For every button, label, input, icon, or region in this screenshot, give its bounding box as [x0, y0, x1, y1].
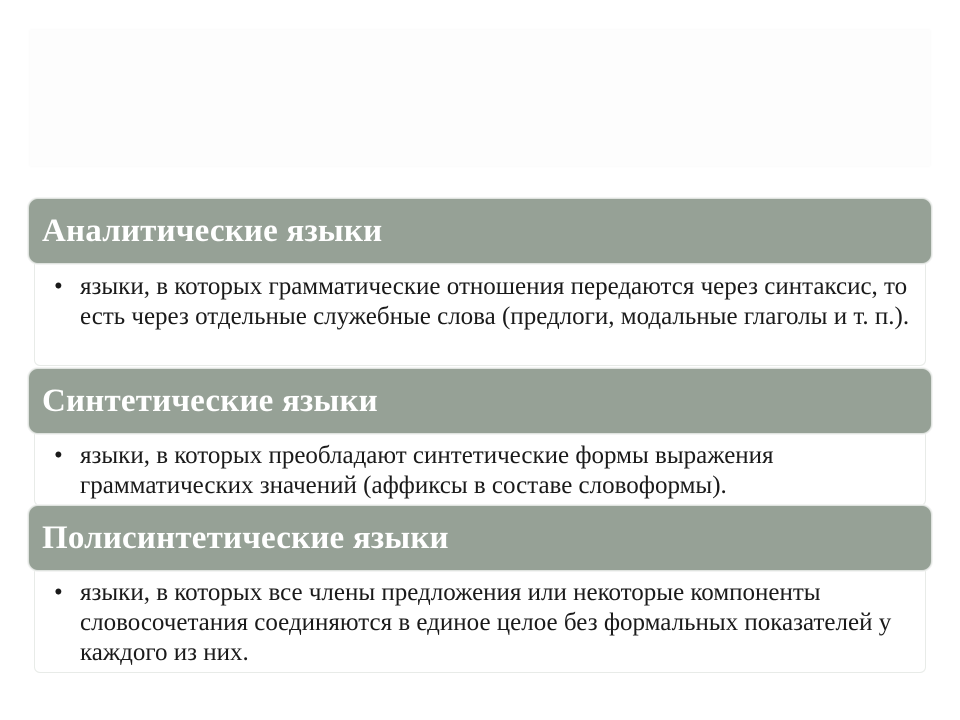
section-heading: Аналитические языки: [42, 212, 383, 249]
bullet-marker: •: [54, 442, 63, 469]
title-placeholder: [30, 30, 930, 166]
section-description: языки, в которых все члены предложения или некоторые компоненты словосочетания соединяются в единое целое без формальных показателей у каждого из них.: [80, 579, 892, 666]
bullet-marker: •: [54, 273, 63, 300]
section-header-analytic: [28, 198, 932, 264]
section-heading: Полисинтетические языки: [42, 519, 449, 556]
section-heading: Синтетические языки: [42, 382, 378, 419]
section-header-synthetic: [28, 368, 932, 434]
section-description: языки, в которых грамматические отношения передаются через синтаксис, то есть через отдельные служебные слова (предлоги, модальные глаголы и т. п.).: [80, 273, 910, 330]
bullet-marker: •: [54, 579, 63, 606]
section-header-polysynthetic: [28, 505, 932, 571]
section-description: языки, в которых преобладают синтетические формы выражения грамматических значений (аффиксы в составе словоформы).: [80, 442, 774, 499]
